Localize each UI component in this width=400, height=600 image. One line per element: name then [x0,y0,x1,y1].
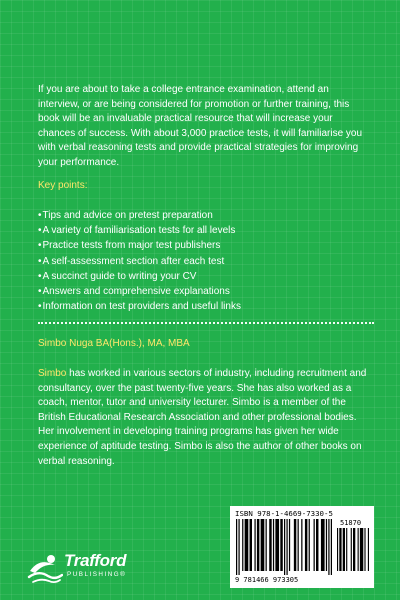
bullet-icon: • [38,225,42,237]
bullet-icon: • [38,210,42,221]
bullet-icon: • [38,270,42,282]
bullet-icon: • [38,240,42,252]
bullet-icon: • [38,286,42,298]
author-bio-text: has worked in various sectors of industry, including recruitment and consultancy, over the past twenty-five years. She has also worked as a coach, mentor, tutor and university lecturer. Simbo is a member of the British Educational Research Association and other professional bodies. Her involvement in developing training programs has given her wide experience of aptitude testing. Simbo is also the author of other books on verbal reasoning. [38,368,367,467]
swimmer-icon [27,551,63,585]
isbn-label: ISBN 978-1-4669-7330-5 [235,509,333,518]
key-point-item [38,208,368,223]
barcode-addon-bars [337,528,369,575]
key-point-text: A succinct guide to writing your CV [42,270,197,282]
key-point-text: Tips and advice on pretest preparation [42,210,213,221]
barcode-digits: 9 781466 973305 [235,576,299,584]
key-point-text: Answers and comprehensive explanations [42,286,230,298]
key-points-heading: Key points: [38,180,88,191]
publisher-subtitle: PUBLISHING® [67,571,127,578]
key-point-item [38,269,368,284]
key-point-item [38,238,368,253]
bullet-icon: • [38,301,42,313]
bullet-icon: • [38,255,42,267]
key-point-text: A variety of familiarisation tests for all levels [42,225,236,237]
barcode-bars [236,519,332,575]
author-name: Simbo [38,368,67,379]
dotted-divider [38,322,374,324]
key-point-item [38,254,368,269]
intro-paragraph: If you are about to take a college entrance examination, attend an interview, or are being considered for promotion or further training, this book will be an invaluable practical resource that will increase your chances of success. With about 3,000 practice tests, it will familiarise you with verbal reasoning tests and provide practical strategies for improving your performance. [38,84,363,168]
isbn-barcode [230,506,374,588]
barcode-addon-digits: 51870 [340,519,362,527]
key-point-item [38,223,368,238]
key-points-list [38,208,368,314]
key-point-text: A self-assessment section after each test [42,255,225,267]
publisher-name: Trafford [64,551,127,570]
key-point-item [38,299,368,314]
key-point-text: Information on test providers and useful links [42,301,241,313]
author-heading: Simbo Nuga BA(Hons.), MA, MBA [38,338,190,349]
author-bio [38,367,370,469]
publisher-logo [27,551,147,585]
key-point-text: Practice tests from major test publishers [42,240,221,252]
key-point-item [38,284,368,299]
